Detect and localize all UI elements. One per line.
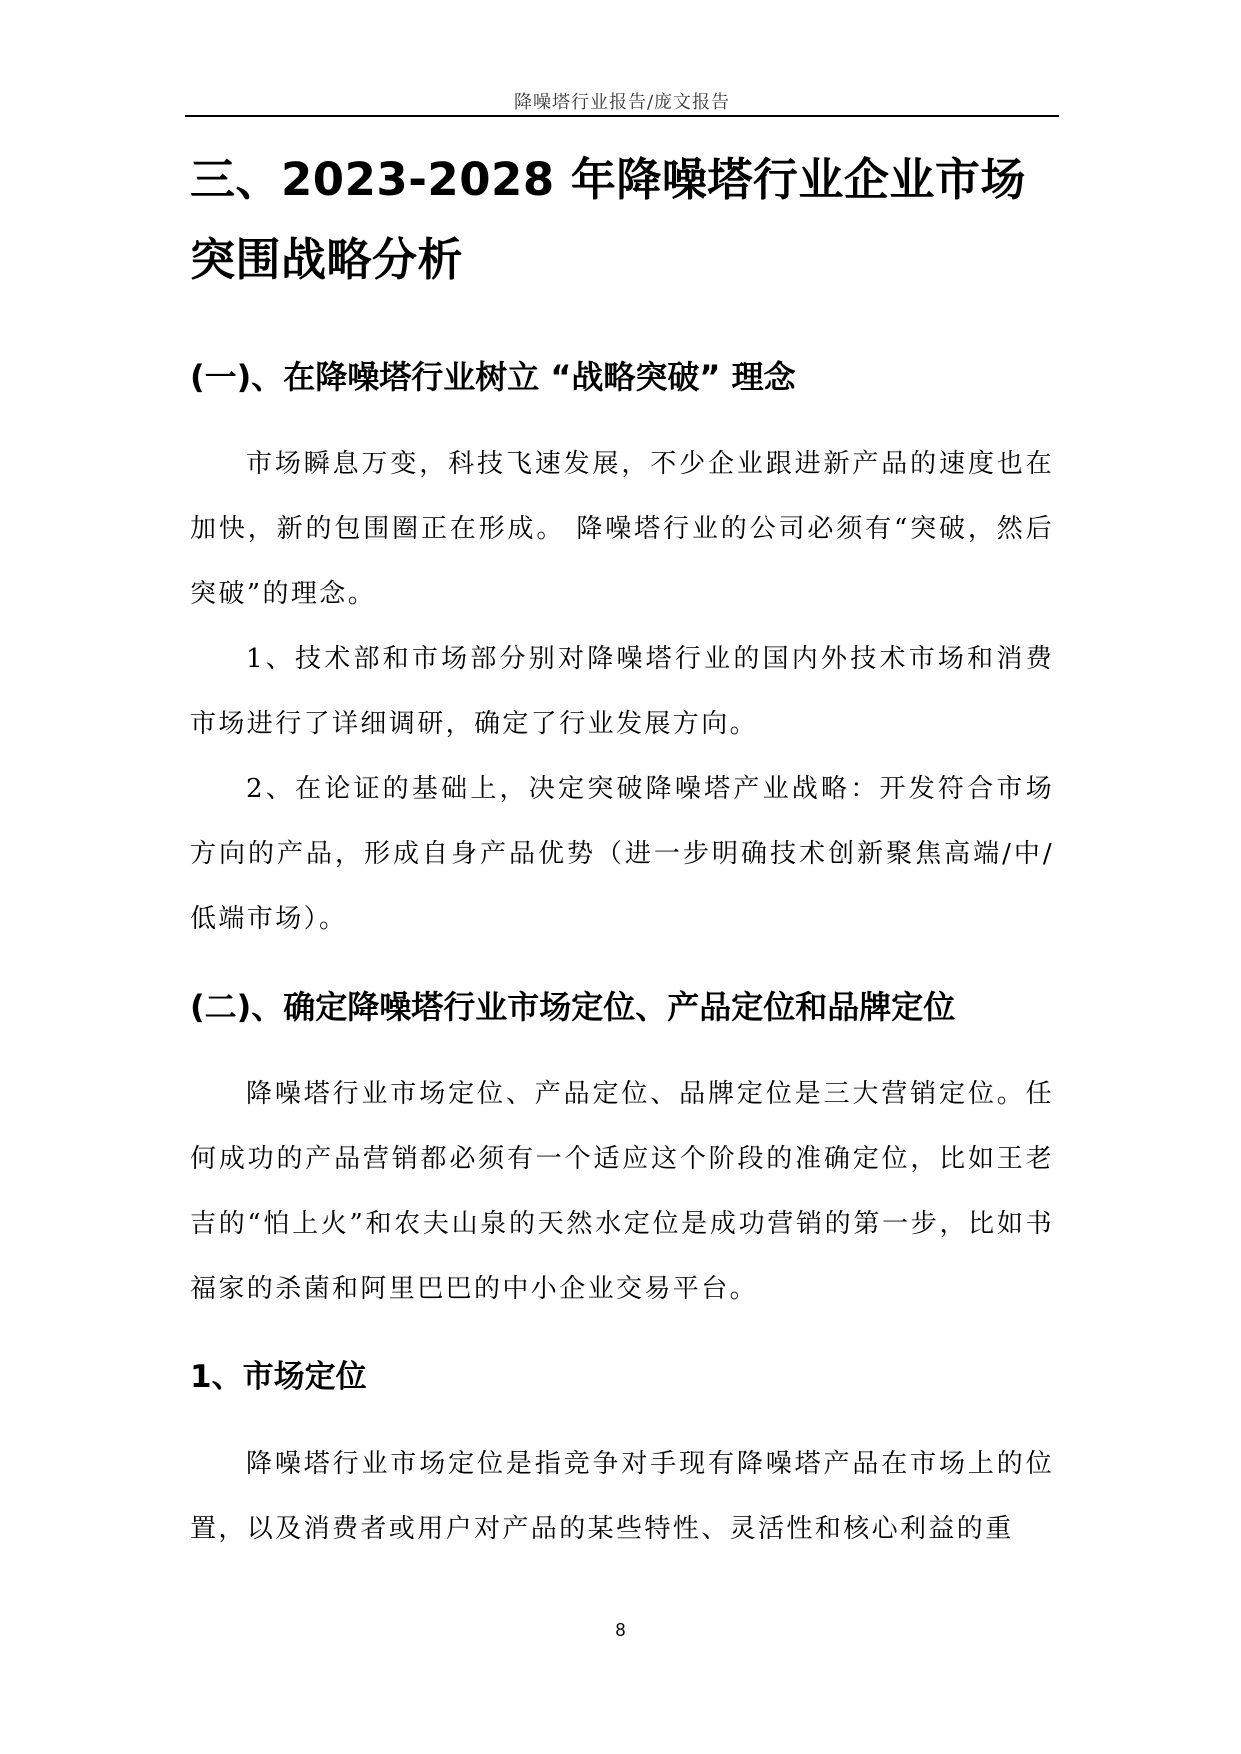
paragraph: 1、技术部和市场部分别对降噪塔行业的国内外技术市场和消费市场进行了详细调研，确定了行业发展方向。 bbox=[190, 644, 1054, 739]
section-title-1: (一)、在降噪塔行业树立 “战略突破” 理念 bbox=[190, 358, 796, 396]
running-header: 降噪塔行业报告/庞文报告 bbox=[513, 92, 731, 113]
paragraph: 市场瞬息万变，科技飞速发展，不少企业跟进新产品的速度也在加快，新的包围圈正在形成。 降噪塔行业的公司必须有“突破，然后突破”的理念。 bbox=[190, 449, 1054, 609]
paragraph: 2、在论证的基础上，决定突破降噪塔产业战略：开发符合市场方向的产品，形成自身产品优势（进一步明确技术创新聚焦高端/中/低端市场）。 bbox=[190, 774, 1054, 934]
chapter-title: 三、2023-2028 年降噪塔行业企业市场突围战略分析 bbox=[190, 153, 1026, 286]
subsection-title: 1、市场定位 bbox=[190, 1359, 367, 1395]
header-rule bbox=[185, 115, 1059, 117]
page-number: 8 bbox=[615, 1620, 626, 1640]
section-title-2: (二)、确定降噪塔行业市场定位、产品定位和品牌定位 bbox=[190, 988, 956, 1026]
page-content bbox=[190, 140, 1054, 1562]
paragraph: 降噪塔行业市场定位是指竞争对手现有降噪塔产品在市场上的位置，以及消费者或用户对产品的某些特性、灵活性和核心利益的重 bbox=[190, 1449, 1054, 1544]
paragraph: 降噪塔行业市场定位、产品定位、品牌定位是三大营销定位。任何成功的产品营销都必须有一个适应这个阶段的准确定位，比如王老吉的“怕上火”和农夫山泉的天然水定位是成功营销的第一步，比如书福家的杀菌和阿里巴巴的中小企业交易平台。 bbox=[190, 1079, 1054, 1304]
